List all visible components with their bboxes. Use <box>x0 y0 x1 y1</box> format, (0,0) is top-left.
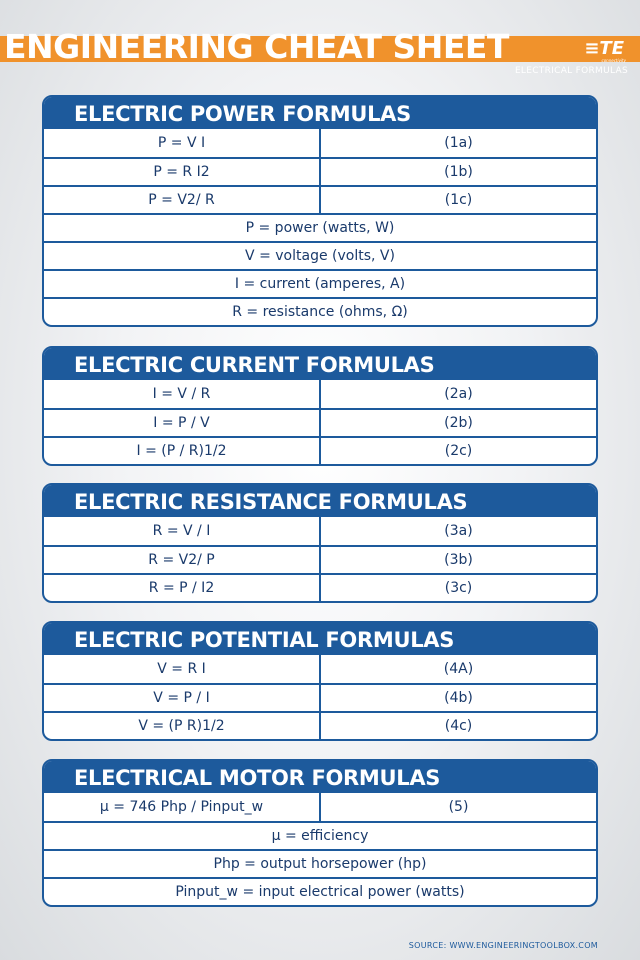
section-electric-potential <box>42 621 598 741</box>
formula-cell: P = R I2 <box>44 159 321 185</box>
formula-row <box>44 436 596 464</box>
formula-cell: V = R I <box>44 655 321 683</box>
formula-row <box>44 157 596 185</box>
formula-table <box>44 129 596 325</box>
formula-row <box>44 793 596 821</box>
definition-cell: Pinput_w = input electrical power (watts) <box>175 884 465 900</box>
formula-row <box>44 655 596 683</box>
formula-row <box>44 683 596 711</box>
section-title: ELECTRIC CURRENT FORMULAS <box>44 348 596 380</box>
logo-tagline: connectivity <box>601 58 626 63</box>
section-title: ELECTRIC POWER FORMULAS <box>44 97 596 129</box>
section-electric-power <box>42 95 598 327</box>
section-title: ELECTRIC RESISTANCE FORMULAS <box>44 485 596 517</box>
formula-row <box>44 545 596 573</box>
formula-row <box>44 573 596 601</box>
formula-row <box>44 185 596 213</box>
formula-table <box>44 655 596 739</box>
te-logo: ≡TE <box>584 38 624 59</box>
definition-row <box>44 297 596 325</box>
formula-row <box>44 380 596 408</box>
formula-ref-cell: (4A) <box>443 661 474 677</box>
section-electric-current <box>42 346 598 466</box>
definition-row <box>44 241 596 269</box>
formula-table <box>44 793 596 905</box>
definition-cell: V = voltage (volts, V) <box>245 248 395 264</box>
definition-cell: μ = efficiency <box>271 828 369 844</box>
section-electrical-motor <box>42 759 598 907</box>
definition-cell: P = power (watts, W) <box>245 220 395 236</box>
page-subtitle: ELECTRICAL FORMULAS <box>514 66 628 76</box>
formula-table <box>44 517 596 601</box>
source-credit: SOURCE: WWW.ENGINEERINGTOOLBOX.COM <box>408 941 598 950</box>
definition-row <box>44 877 596 905</box>
formula-cell: V = P / I <box>44 685 321 711</box>
formula-ref-cell: (3c) <box>444 580 473 596</box>
formula-ref-cell: (5) <box>448 799 469 815</box>
formula-ref-cell: (4c) <box>444 718 473 734</box>
formula-ref-cell: (3b) <box>444 552 473 568</box>
formula-cell: R = P / I2 <box>44 575 321 601</box>
formula-row <box>44 711 596 739</box>
formula-ref-cell: (1c) <box>444 192 473 208</box>
section-electric-resistance <box>42 483 598 603</box>
formula-cell: P = V2/ R <box>44 187 321 213</box>
formula-row <box>44 408 596 436</box>
formula-cell: I = V / R <box>44 380 321 408</box>
section-title: ELECTRIC POTENTIAL FORMULAS <box>44 623 596 655</box>
definition-cell: I = current (amperes, A) <box>234 276 406 292</box>
formula-ref-cell: (1a) <box>444 135 473 151</box>
formula-table <box>44 380 596 464</box>
formula-cell: V = (P R)1/2 <box>44 713 321 739</box>
definition-row <box>44 213 596 241</box>
formula-cell: R = V2/ P <box>44 547 321 573</box>
formula-cell: R = V / I <box>44 517 321 545</box>
formula-row <box>44 517 596 545</box>
formula-cell: μ = 746 Php / Pinput_w <box>44 793 321 821</box>
formula-ref-cell: (2b) <box>444 415 473 431</box>
definition-cell: Php = output horsepower (hp) <box>213 856 427 872</box>
formula-cell: I = P / V <box>44 410 321 436</box>
formula-ref-cell: (2c) <box>444 443 473 459</box>
formula-ref-cell: (2a) <box>444 386 473 402</box>
formula-ref-cell: (3a) <box>444 523 473 539</box>
definition-row <box>44 269 596 297</box>
formula-ref-cell: (4b) <box>444 690 473 706</box>
formula-row <box>44 129 596 157</box>
formula-cell: I = (P / R)1/2 <box>44 438 321 464</box>
section-title: ELECTRICAL MOTOR FORMULAS <box>44 761 596 793</box>
definition-row <box>44 821 596 849</box>
definition-cell: R = resistance (ohms, Ω) <box>232 304 408 320</box>
page-title: ENGINEERING CHEAT SHEET <box>4 27 509 66</box>
formula-cell: P = V I <box>44 129 321 157</box>
formula-ref-cell: (1b) <box>444 164 473 180</box>
definition-row <box>44 849 596 877</box>
